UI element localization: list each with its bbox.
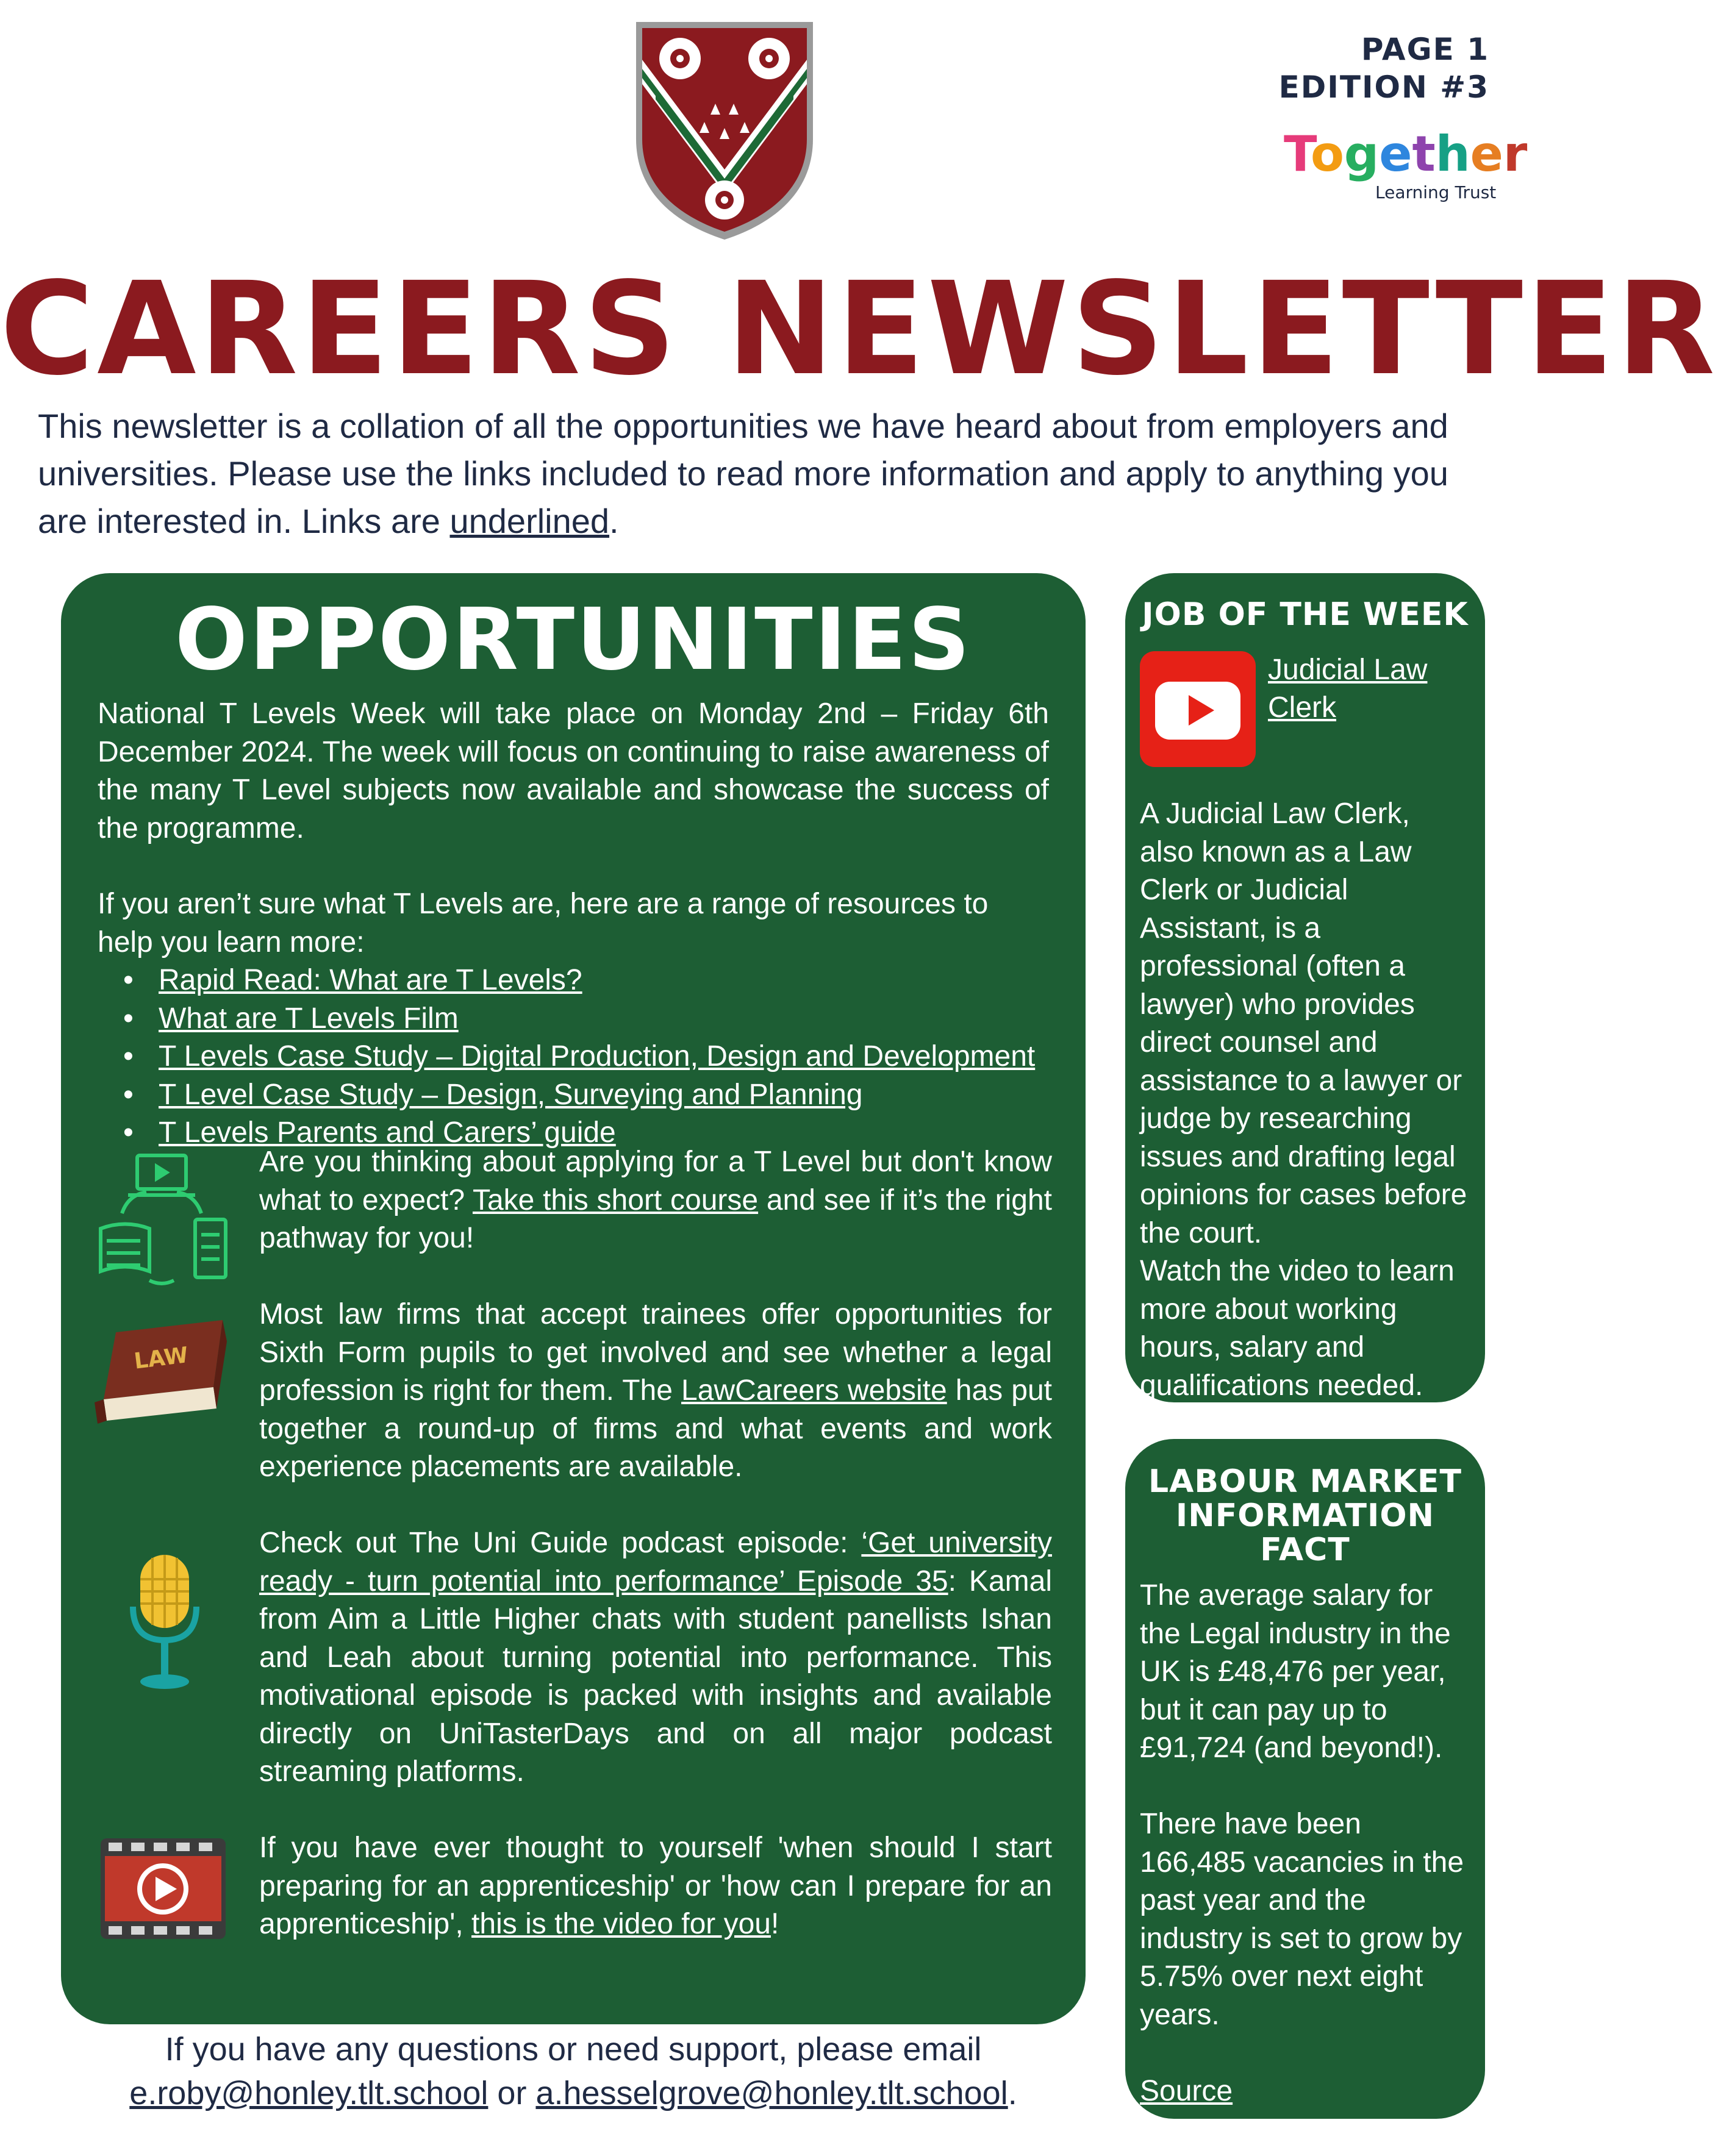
law-book-icon	[91, 1308, 232, 1430]
svg-text:Together: Together	[1284, 126, 1528, 182]
newsletter-title: CAREERS NEWSLETTER	[0, 254, 1718, 404]
resource-link-rapid-read[interactable]: Rapid Read: What are T Levels?	[159, 964, 582, 996]
job-video-note: Watch the video to learn more about working hours, salary and qualifications needed.	[1140, 1255, 1455, 1402]
intro-body: This newsletter is a collation of all the opportunities we have heard about from employers and universities. Please use the links included to read more information and apply to anything you are interested in. Links are	[38, 407, 1448, 540]
opportunities-panel	[61, 573, 1086, 2024]
law-text-after: has put together a round-up of firms and what events and work experience placements are available.	[259, 1374, 1053, 1483]
contact-info	[49, 2027, 1098, 2115]
resource-item	[116, 1038, 1049, 1076]
lmi-heading-line1: LABOUR MARKET	[1148, 1463, 1462, 1500]
microphone-icon	[128, 1549, 201, 1695]
spacer	[1140, 2034, 1470, 2072]
podcast-episode-link[interactable]: ‘Get university ready - turn potential into performance’ Episode 35	[259, 1527, 1052, 1597]
resource-link-film[interactable]: What are T Levels Film	[159, 1002, 459, 1035]
contact-emails	[49, 2071, 1098, 2115]
edition-label: EDITION #3	[1278, 70, 1489, 105]
svg-text:Learning Trust: Learning Trust	[1375, 182, 1497, 202]
t-levels-week-text: National T Levels Week will take place on Monday 2nd – Friday 6th December 2024. The week will focus on continuing to raise awareness of the many T Level subjects now available and showcase the success of the programme.	[98, 698, 1049, 844]
youtube-icon[interactable]	[1140, 651, 1256, 767]
job-of-the-week-panel	[1125, 573, 1485, 1402]
law-book-label: LAW	[132, 1343, 190, 1374]
lmi-heading-line2: INFORMATION FACT	[1175, 1497, 1435, 1568]
resource-item	[116, 1076, 1049, 1115]
judicial-law-clerk-link[interactable]: Judicial Law Clerk	[1268, 654, 1428, 724]
video-play-icon	[98, 1835, 229, 1942]
law-text-before: Most law firms that accept trainees offer opportunities for Sixth Form pupils to get involved and see whether a legal profession is right for them. The	[259, 1298, 1052, 1407]
resource-item	[116, 1000, 1049, 1038]
lmi-vacancies-fact: There have been 166,485 vacancies in the past year and the industry is set to grow by 5.75% over next eight years.	[1140, 1808, 1464, 2031]
course-text-before: Are you thinking about applying for a T Level but don't know what to expect?	[259, 1146, 1052, 1216]
resource-item	[116, 962, 1049, 1000]
school-crest	[631, 17, 818, 243]
apprenticeship-text	[259, 1829, 1052, 1944]
apprenticeship-text-after: !	[770, 1908, 779, 1940]
short-course-link[interactable]: Take this short course	[472, 1183, 759, 1216]
podcast-text-before: Check out The Uni Guide podcast episode:	[259, 1527, 862, 1559]
resource-list	[116, 962, 1049, 1152]
lawcareers-link[interactable]: LawCareers website	[681, 1374, 947, 1407]
page-meta	[1279, 30, 1489, 106]
lmi-heading	[1140, 1465, 1470, 1567]
resource-link-parents-guide[interactable]: T Levels Parents and Carers’ guide	[159, 1116, 616, 1149]
intro-text	[38, 402, 1489, 545]
intro-underlined-word: underlined	[449, 502, 610, 540]
lmi-salary-fact: The average salary for the Legal industry in the UK is £48,476 per year, but it can pay up to £91,724 (and beyond!).	[1140, 1579, 1451, 1764]
intro-end: .	[609, 502, 619, 540]
podcast-text	[259, 1524, 1052, 1791]
job-video-row	[1140, 651, 1470, 773]
learning-resources-icon	[88, 1149, 235, 1290]
apprenticeship-text-before: If you have ever thought to yourself 'when should I start preparing for an apprenticeship' or 'how can I prepare for an apprenticeship',	[259, 1832, 1052, 1940]
contact-or: or	[488, 2075, 536, 2111]
contact-end: .	[1008, 2075, 1017, 2111]
page-label: PAGE 1	[1361, 32, 1489, 67]
spacer	[1140, 1768, 1470, 1806]
contact-line: If you have any questions or need support, please email	[165, 2031, 982, 2068]
course-text	[259, 1143, 1052, 1258]
job-heading: JOB OF THE WEEK	[1142, 596, 1469, 633]
law-text	[259, 1296, 1052, 1487]
email-link-roby[interactable]: e.roby@honley.tlt.school	[129, 2075, 489, 2111]
labour-market-panel	[1125, 1439, 1485, 2119]
podcast-text-after: : Kamal from Aim a Little Higher chats with student panellists Ishan and Leah about turning potential into performance. This motivational episode is packed with insights and available directly on UniTasterDays and on all major podcast streaming platforms.	[259, 1565, 1052, 1788]
apprenticeship-video-link[interactable]: this is the video for you	[471, 1908, 771, 1940]
course-text-after: and see if it’s the right pathway for you!	[259, 1183, 1053, 1254]
resources-intro: If you aren’t sure what T Levels are, here are a range of resources to help you learn more:	[98, 888, 989, 958]
lmi-source-link[interactable]: Source	[1140, 2074, 1233, 2107]
opportunities-heading: OPPORTUNITIES	[174, 590, 972, 690]
together-learning-trust-logo	[1284, 122, 1528, 204]
email-link-hesselgrove[interactable]: a.hesselgrove@honley.tlt.school	[535, 2075, 1008, 2111]
resource-link-design-case-study[interactable]: T Level Case Study – Design, Surveying and Planning	[159, 1078, 863, 1111]
job-description: A Judicial Law Clerk, also known as a Law Clerk or Judicial Assistant, is a professional (often a lawyer) who provides direct counsel and assistance to a lawyer or judge by researching issues and drafting legal opinions for cases before the court.	[1140, 798, 1467, 1249]
resource-link-digital-case-study[interactable]: T Levels Case Study – Digital Production, Design and Development	[159, 1040, 1036, 1073]
